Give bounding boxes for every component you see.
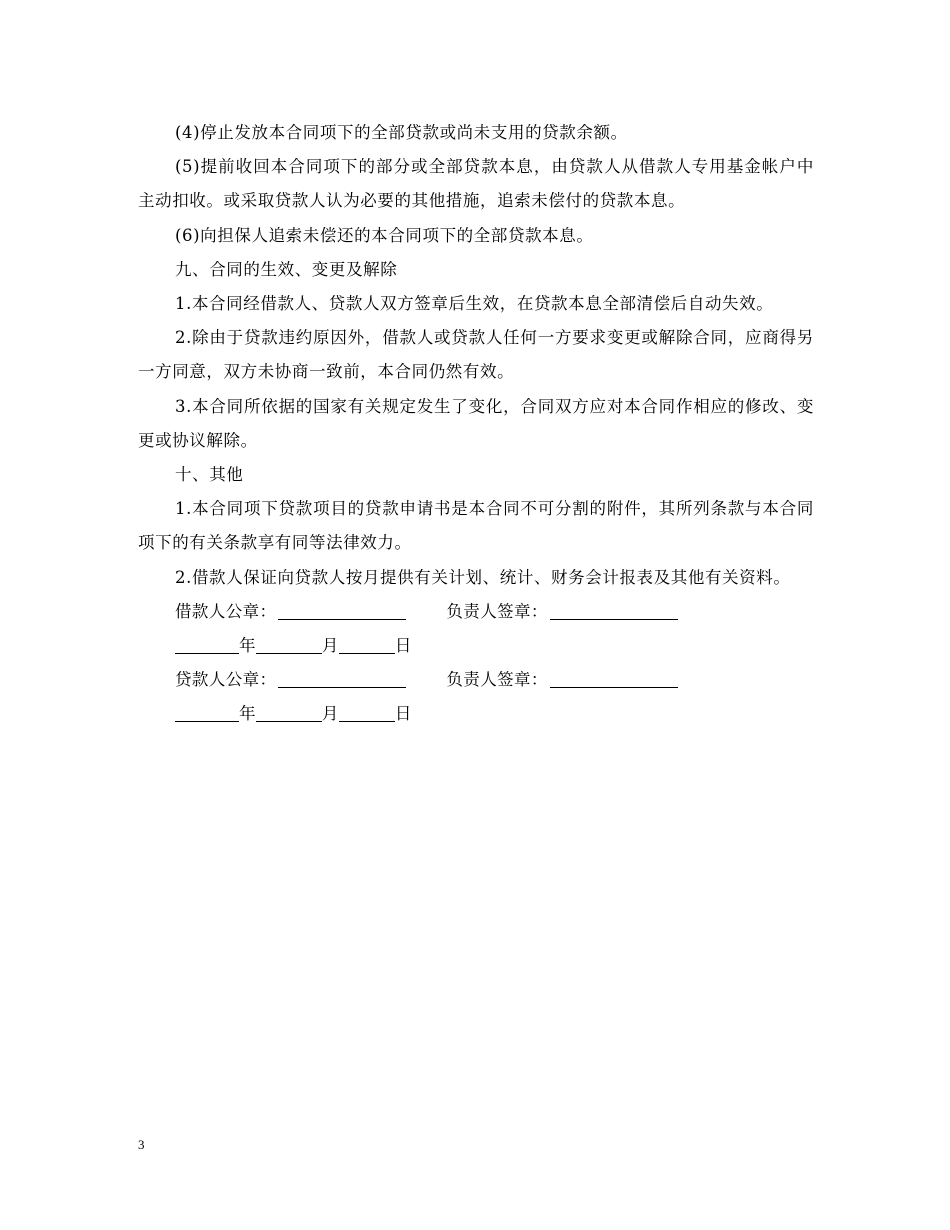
clause-8-item-5: (5)提前收回本合同项下的部分或全部贷款本息，由贷款人从借款人专用基金帐户中主动扣收。或采取贷款人认为必要的其他措施，追索未偿付的贷款本息。 xyxy=(138,157,814,211)
lender-month-blank[interactable] xyxy=(256,703,322,722)
borrower-year-label: 年 xyxy=(239,636,256,656)
borrower-person-label: 负责人签章： xyxy=(446,601,548,621)
lender-person-blank[interactable] xyxy=(550,669,678,688)
page-number: 3 xyxy=(138,1137,145,1152)
clause-8-item-4: (4)停止发放本合同项下的全部贷款或尚未支用的贷款余额。 xyxy=(175,123,628,142)
borrower-month-label: 月 xyxy=(321,636,339,656)
lender-signature-row xyxy=(138,663,814,697)
borrower-seal-label: 借款人公章： xyxy=(175,601,277,621)
borrower-signature-row xyxy=(138,595,814,629)
lender-seal-label: 贷款人公章： xyxy=(175,670,277,690)
borrower-seal-blank[interactable] xyxy=(278,601,406,620)
borrower-date-row xyxy=(138,629,814,663)
clause-8-item-6: (6)向担保人追索未偿还的本合同项下的全部贷款本息。 xyxy=(175,225,594,245)
clause-9-item-2: 2.除由于贷款违约原因外，借款人或贷款人任何一方要求变更或解除合同，应商得另一方同意，双方未协商一致前，本合同仍然有效。 xyxy=(138,328,814,382)
lender-day-blank[interactable] xyxy=(339,703,395,722)
lender-person-label: 负责人签章： xyxy=(446,670,548,690)
lender-month-label: 月 xyxy=(321,704,339,724)
borrower-year-blank[interactable] xyxy=(175,635,239,654)
section-heading-9: 九、合同的生效、变更及解除 xyxy=(175,259,398,279)
borrower-month-blank[interactable] xyxy=(256,635,322,654)
clause-10-item-2: 2.借款人保证向贷款人按月提供有关计划、统计、财务会计报表及其他有关资料。 xyxy=(175,567,791,587)
lender-year-label: 年 xyxy=(239,704,256,724)
section-heading-10: 十、其他 xyxy=(175,465,244,485)
borrower-day-label: 日 xyxy=(394,636,412,656)
lender-year-blank[interactable] xyxy=(175,703,239,722)
clause-10-item-1: 1.本合同项下贷款项目的贷款申请书是本合同不可分割的附件，其所列条款与本合同项下的有关条款享有同等法律效力。 xyxy=(138,499,814,553)
lender-date-row xyxy=(138,697,814,731)
lender-day-label: 日 xyxy=(394,704,412,724)
lender-seal-blank[interactable] xyxy=(278,669,406,688)
borrower-day-blank[interactable] xyxy=(339,635,395,654)
clause-9-item-1: 1.本合同经借款人、贷款人双方签章后生效，在贷款本息全部清偿后自动失效。 xyxy=(175,294,774,314)
clause-9-item-3: 3.本合同所依据的国家有关规定发生了变化，合同双方应对本合同作相应的修改、变更或协议解除。 xyxy=(138,396,814,450)
document-body xyxy=(138,116,814,732)
borrower-person-blank[interactable] xyxy=(550,601,678,620)
